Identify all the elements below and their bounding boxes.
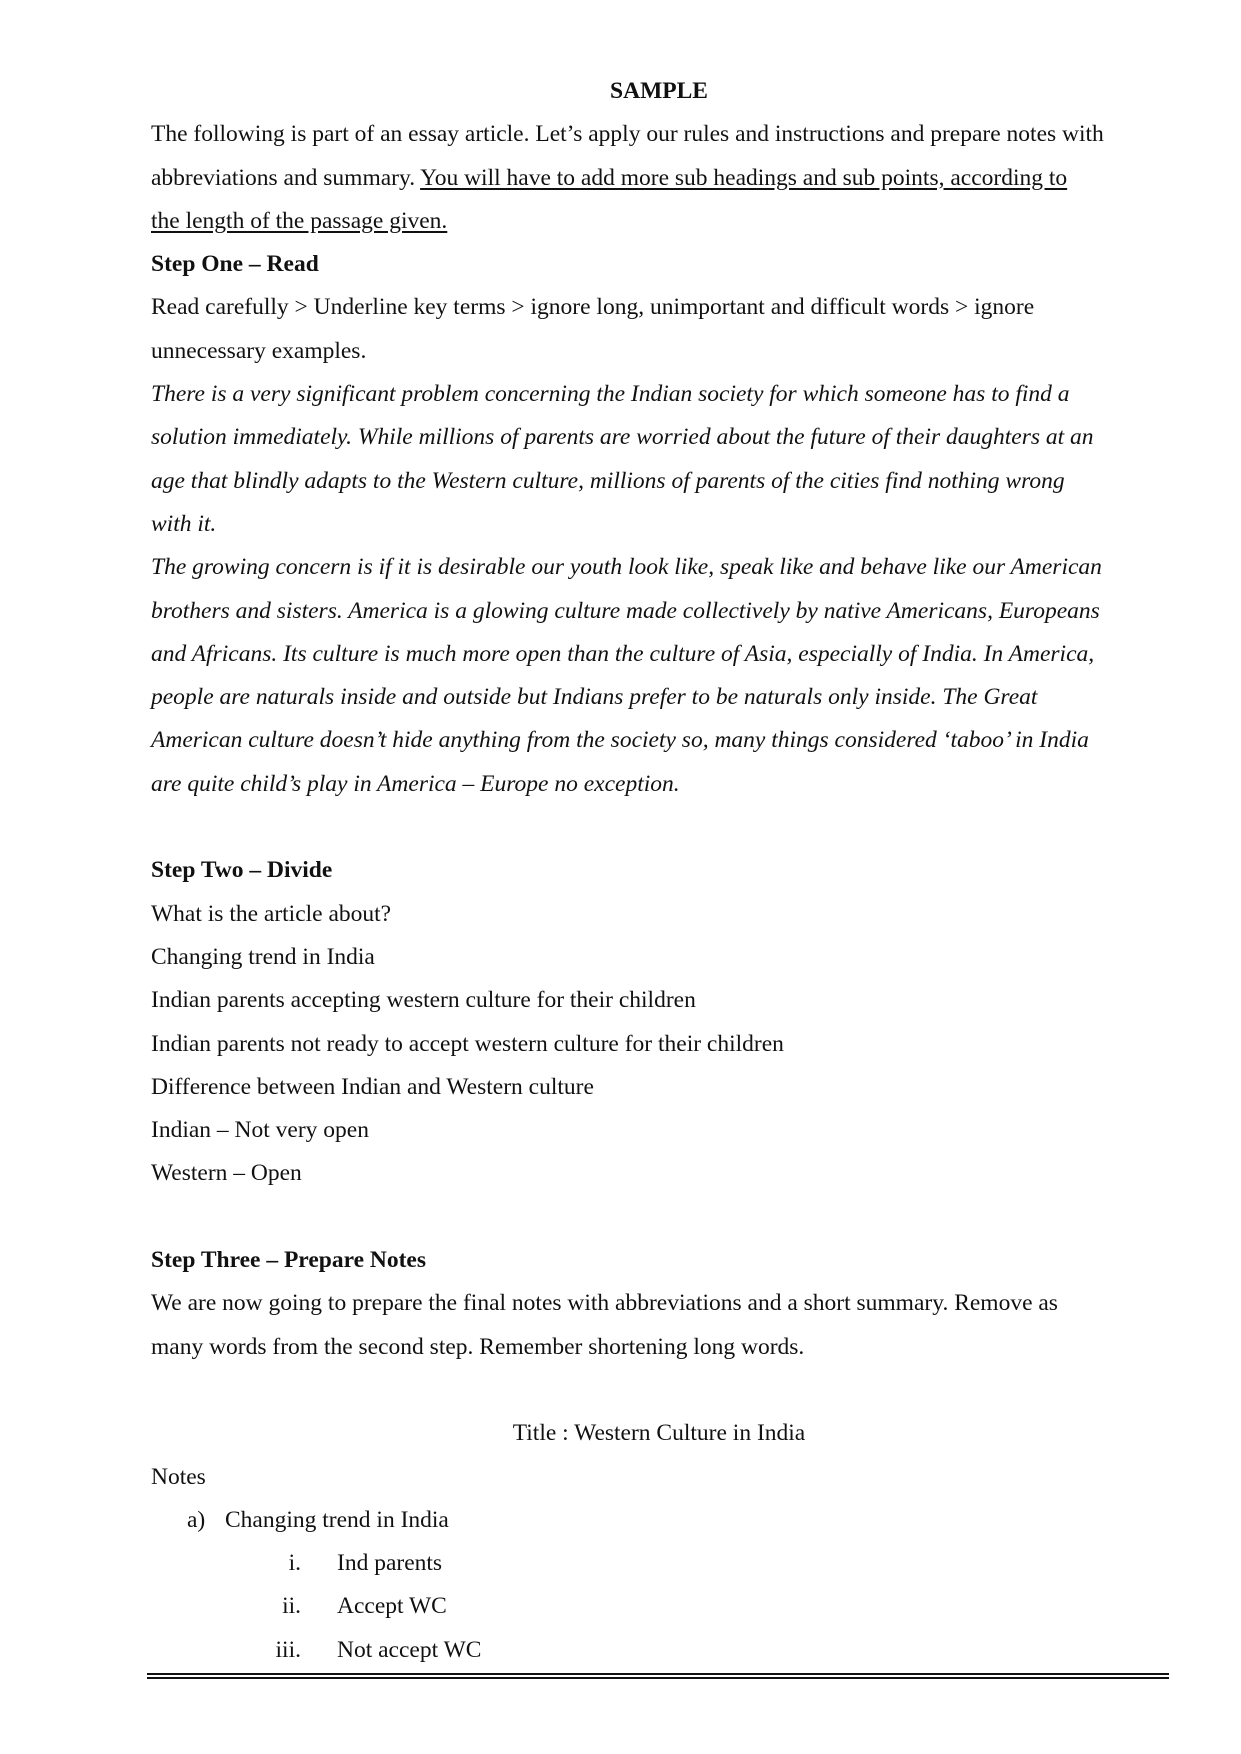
document-page xyxy=(151,70,1167,1672)
step-three-line-1: We are now going to prepare the final notes with abbreviations and a short summary. Remove as xyxy=(151,1290,1058,1317)
blank-line xyxy=(151,806,1167,849)
intro-line-2 xyxy=(151,157,1167,200)
step-two-line: Indian parents not ready to accept western culture for their children xyxy=(151,1030,784,1057)
passage-line: with it. xyxy=(151,510,217,537)
list-item-text: Changing trend in India xyxy=(225,1506,449,1533)
blank-line xyxy=(151,1196,1167,1239)
step-two-line: What is the article about? xyxy=(151,900,392,927)
notes-sub-item xyxy=(151,1629,1167,1672)
passage-line: brothers and sisters. America is a glowing culture made collectively by native Americans, Europeans xyxy=(151,597,1100,624)
intro-line-3 xyxy=(151,200,1167,243)
list-marker: ii. xyxy=(282,1593,301,1620)
step-three-title: Step Three – Prepare Notes xyxy=(151,1247,427,1274)
step-two-line: Indian parents accepting western culture for their children xyxy=(151,987,696,1014)
notes-label: Notes xyxy=(151,1463,206,1490)
step-two-line: Changing trend in India xyxy=(151,943,375,970)
list-item-text: Ind parents xyxy=(337,1550,443,1577)
list-item-text: Accept WC xyxy=(337,1593,447,1620)
list-marker: i. xyxy=(288,1550,301,1577)
footer-double-rule xyxy=(147,1673,1169,1679)
step-one-instruction-line-1: Read carefully > Underline key terms > ignore long, unimportant and difficult words > ignore xyxy=(151,294,1035,321)
step-two-line: Western – Open xyxy=(151,1160,302,1187)
list-item-text: Not accept WC xyxy=(337,1636,482,1663)
intro-line-3-underlined: the length of the passage given. xyxy=(151,207,448,234)
list-marker: iii. xyxy=(275,1636,301,1663)
passage-line: There is a very significant problem concerning the Indian society for which someone has to find a xyxy=(151,381,1070,408)
step-three-line-2: many words from the second step. Remember shortening long words. xyxy=(151,1333,805,1360)
passage-line: solution immediately. While millions of parents are worried about the future of their daughters at an xyxy=(151,424,1094,451)
passage-line: and Africans. Its culture is much more open than the culture of Asia, especially of India. In America, xyxy=(151,640,1095,667)
list-marker: a) xyxy=(187,1506,206,1533)
step-one-instruction-line-2: unnecessary examples. xyxy=(151,337,367,364)
step-one-title: Step One – Read xyxy=(151,251,319,278)
document-heading: SAMPLE xyxy=(610,78,708,104)
step-two-line: Indian – Not very open xyxy=(151,1117,369,1144)
passage-line: American culture doesn’t hide anything from the society so, many things considered ‘taboo’ in India xyxy=(151,727,1089,754)
notes-sub-item xyxy=(151,1542,1167,1585)
passage-line: The growing concern is if it is desirable our youth look like, speak like and behave like our American xyxy=(151,554,1102,581)
passage-line: age that blindly adapts to the Western culture, millions of parents of the cities find nothing wrong xyxy=(151,467,1065,494)
step-two-title: Step Two – Divide xyxy=(151,857,333,884)
notes-item-a xyxy=(151,1499,1167,1542)
passage-line: are quite child’s play in America – Europe no exception. xyxy=(151,770,680,797)
intro-line-2-plain: abbreviations and summary. xyxy=(151,164,421,191)
notes-title: Title : Western Culture in India xyxy=(512,1420,806,1447)
step-two-line: Difference between Indian and Western culture xyxy=(151,1073,594,1100)
blank-line xyxy=(151,1369,1167,1412)
intro-line-1: The following is part of an essay article. Let’s apply our rules and instructions and prepare notes with xyxy=(151,121,1104,148)
notes-sub-item xyxy=(151,1585,1167,1628)
intro-line-2-underlined: You will have to add more sub headings and sub points, according to xyxy=(420,164,1068,191)
passage-line: people are naturals inside and outside but Indians prefer to be naturals only inside. The Great xyxy=(151,684,1038,711)
